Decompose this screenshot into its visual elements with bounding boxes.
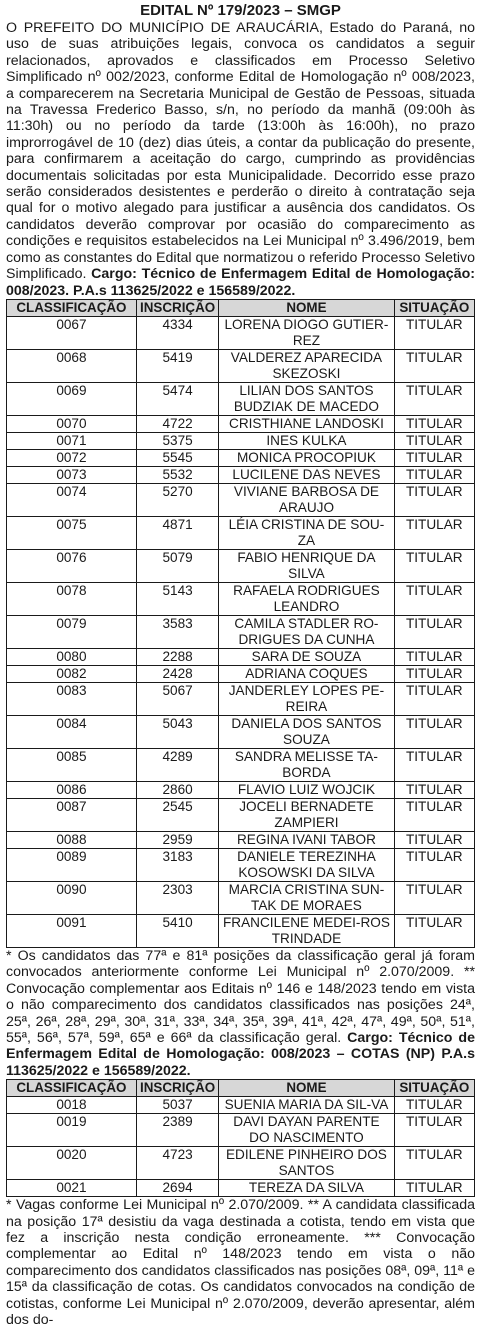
table-row — [7, 914, 475, 947]
table-row — [7, 781, 475, 798]
inscricao-cell: 2694 — [136, 1180, 218, 1197]
header-classificacao: CLASSIFICAÇÃO — [7, 1080, 137, 1097]
table-row — [7, 665, 475, 682]
inscricao-cell: 2428 — [136, 665, 218, 682]
situacao-cell: TITULAR — [394, 715, 474, 748]
classificacao-cell: 0091 — [7, 914, 137, 947]
inscricao-cell: 2545 — [136, 798, 218, 831]
classificacao-cell: 0090 — [7, 881, 137, 914]
header-inscricao: INSCRIÇÃO — [136, 1080, 218, 1097]
table-row — [7, 682, 475, 715]
inscricao-cell: 5143 — [136, 582, 218, 615]
nome-cell: SUENIA MARIA DA SIL-VA — [219, 1097, 394, 1114]
situacao-cell: TITULAR — [394, 1114, 474, 1147]
nome-cell: REGINA IVANI TABOR — [219, 831, 394, 848]
table-row — [7, 449, 475, 466]
table-row — [7, 1114, 475, 1147]
inscricao-cell: 2303 — [136, 881, 218, 914]
table-body-1 — [7, 316, 475, 947]
nome-cell: MONICA PROCOPIUK — [219, 449, 394, 466]
header-nome: NOME — [219, 299, 394, 316]
table-row — [7, 648, 475, 665]
inscricao-cell: 5410 — [136, 914, 218, 947]
table-row — [7, 798, 475, 831]
classificacao-cell: 0082 — [7, 665, 137, 682]
header-situacao: SITUAÇÃO — [394, 299, 474, 316]
nome-cell: SARA DE SOUZA — [219, 648, 394, 665]
nome-cell: LUCILENE DAS NEVES — [219, 466, 394, 483]
table-row — [7, 748, 475, 781]
classificacao-cell: 0072 — [7, 449, 137, 466]
situacao-cell: TITULAR — [394, 881, 474, 914]
situacao-cell: TITULAR — [394, 382, 474, 415]
nome-cell: FLAVIO LUIZ WOJCIK — [219, 781, 394, 798]
inscricao-cell: 4723 — [136, 1147, 218, 1180]
classificacao-cell: 0083 — [7, 682, 137, 715]
nome-cell: DANIELE TEREZINHA KOSOWSKI DA SILVA — [219, 848, 394, 881]
classificacao-cell: 0076 — [7, 549, 137, 582]
notes-text-1: * Os candidatos das 77ª e 81ª posições da classificação geral já foram convocados anteriormente conforme Lei Municipal nº 2.070/2009. ** Convocação complementar aos Editais nº 146 e 148/2023 tendo em vista o não comparecimento dos candidatos classificados nas posições 24ª, 25ª, 26ª, 28ª, 29ª, 30ª, 31ª, 33ª, 34ª, 35ª, 39ª, 41ª, 42ª, 47ª, 49ª, 50ª, 51ª, 55ª, 56ª, 57ª, 59ª, 65ª e 66ª da classificação geral. — [6, 947, 475, 1046]
intro-text: O PREFEITO DO MUNICÍPIO DE ARAUCÁRIA, Estado do Paraná, no uso de suas atribuições legais, convoca os candidatos a seguir relacionados, aprovados e classificados em Processo Seletivo Simplificado nº 002/2023, conforme Edital de Homologação nº 008/2023, a comparecerem na Secretaria Municipal de Gestão de Pessoas, situada na Travessa Frederico Basso, s/n, no período da manhã (09:00h às 11:30h) ou no período da tarde (13:00h às 16:00h), no prazo improrrogável de 10 (dez) dias úteis, a contar da publicação do presente, para confirmarem a aceitação do cargo, cumprindo as providências documentais solicitadas por esta Municipalidade. Decorrido esse prazo serão considerados desistentes e perderão o direito à contratação seja qual for o motivo alegado para justificar a ausência dos candidatos. Os candidatos deverão comprovar por ocasião do comparecimento as condições e requisitos estabelecidos na Lei Municipal nº 3.496/2019, bem como as constantes do Edital que normatizou o referido Processo Seletivo Simplificado. — [6, 20, 475, 283]
nome-cell: INES KULKA — [219, 432, 394, 449]
table-row — [7, 415, 475, 432]
classificacao-cell: 0080 — [7, 648, 137, 665]
inscricao-cell: 4871 — [136, 516, 218, 549]
nome-cell: ADRIANA COQUES — [219, 665, 394, 682]
nome-cell: JOCELI BERNADETE ZAMPIERI — [219, 798, 394, 831]
classificacao-cell: 0070 — [7, 415, 137, 432]
nome-cell: CRISTHIANE LANDOSKI — [219, 415, 394, 432]
table-row — [7, 516, 475, 549]
header-inscricao: INSCRIÇÃO — [136, 299, 218, 316]
table-row — [7, 715, 475, 748]
nome-cell: EDILENE PINHEIRO DOS SANTOS — [219, 1147, 394, 1180]
situacao-cell: TITULAR — [394, 798, 474, 831]
document-title: EDITAL Nº 179/2023 – SMGP — [140, 2, 341, 19]
inscricao-cell: 5545 — [136, 449, 218, 466]
classificacao-cell: 0086 — [7, 781, 137, 798]
table-row — [7, 432, 475, 449]
classificacao-cell: 0068 — [7, 349, 137, 382]
classificacao-cell: 0088 — [7, 831, 137, 848]
document-page — [0, 2, 481, 1328]
situacao-cell: TITULAR — [394, 682, 474, 715]
table-row — [7, 1097, 475, 1114]
classificacao-cell: 0085 — [7, 748, 137, 781]
header-classificacao: CLASSIFICAÇÃO — [7, 299, 137, 316]
table-row — [7, 382, 475, 415]
situacao-cell: TITULAR — [394, 516, 474, 549]
situacao-cell: TITULAR — [394, 848, 474, 881]
inscricao-cell: 2959 — [136, 831, 218, 848]
inscricao-cell: 5532 — [136, 466, 218, 483]
situacao-cell: TITULAR — [394, 466, 474, 483]
situacao-cell: TITULAR — [394, 582, 474, 615]
classificacao-cell: 0021 — [7, 1180, 137, 1197]
nome-cell: VALDEREZ APARECIDA SKEZOSKI — [219, 349, 394, 382]
nome-cell: VIVIANE BARBOSA DE ARAUJO — [219, 483, 394, 516]
situacao-cell: TITULAR — [394, 449, 474, 466]
inscricao-cell: 2288 — [136, 648, 218, 665]
nome-cell: RAFAELA RODRIGUES LEANDRO — [219, 582, 394, 615]
nome-cell: DAVI DAYAN PARENTE DO NASCIMENTO — [219, 1114, 394, 1147]
table-row — [7, 549, 475, 582]
classificacao-cell: 0087 — [7, 798, 137, 831]
inscricao-cell: 2860 — [136, 781, 218, 798]
inscricao-cell: 5270 — [136, 483, 218, 516]
inscricao-cell: 4289 — [136, 748, 218, 781]
situacao-cell: TITULAR — [394, 914, 474, 947]
classificacao-cell: 0078 — [7, 582, 137, 615]
situacao-cell: TITULAR — [394, 1097, 474, 1114]
nome-cell: LÉIA CRISTINA DE SOU-ZA — [219, 516, 394, 549]
situacao-cell: TITULAR — [394, 316, 474, 349]
cargo-heading-1: Cargo: Técnico de Enfermagem Edital de Homologação: 008/2023. P.A.s 113625/2022 e 156589/2022. — [6, 266, 475, 299]
table-row — [7, 316, 475, 349]
nome-cell: CAMILA STADLER RO-DRIGUES DA CUNHA — [219, 615, 394, 648]
inscricao-cell: 3583 — [136, 615, 218, 648]
candidates-table-2 — [6, 1079, 475, 1197]
nome-cell: MARCIA CRISTINA SUN-TAK DE MORAES — [219, 881, 394, 914]
situacao-cell: TITULAR — [394, 648, 474, 665]
situacao-cell: TITULAR — [394, 549, 474, 582]
inscricao-cell: 5375 — [136, 432, 218, 449]
inscricao-cell: 5067 — [136, 682, 218, 715]
nome-cell: LILIAN DOS SANTOS BUDZIAK DE MACEDO — [219, 382, 394, 415]
table-row — [7, 582, 475, 615]
table-row — [7, 349, 475, 382]
table-row — [7, 615, 475, 648]
classificacao-cell: 0075 — [7, 516, 137, 549]
cargo-heading-2: Cargo: Técnico de Enfermagem Edital de Homologação: 008/2023 – COTAS (NP) P.A.s 113625/2022 e 156589/2022. — [6, 1029, 475, 1079]
situacao-cell: TITULAR — [394, 1147, 474, 1180]
table-row — [7, 1180, 475, 1197]
situacao-cell: TITULAR — [394, 415, 474, 432]
table-row — [7, 848, 475, 881]
table-header-row — [7, 299, 475, 316]
classificacao-cell: 0084 — [7, 715, 137, 748]
nome-cell: SANDRA MELISSE TA-BORDA — [219, 748, 394, 781]
header-situacao: SITUAÇÃO — [394, 1080, 474, 1097]
table-row — [7, 831, 475, 848]
classificacao-cell: 0067 — [7, 316, 137, 349]
classificacao-cell: 0071 — [7, 432, 137, 449]
nome-cell: TEREZA DA SILVA — [219, 1180, 394, 1197]
inscricao-cell: 4722 — [136, 415, 218, 432]
situacao-cell: TITULAR — [394, 349, 474, 382]
situacao-cell: TITULAR — [394, 615, 474, 648]
situacao-cell: TITULAR — [394, 483, 474, 516]
situacao-cell: TITULAR — [394, 665, 474, 682]
notes-paragraph-1 — [6, 948, 475, 1079]
classificacao-cell: 0079 — [7, 615, 137, 648]
nome-cell: FRANCILENE MEDEI-ROS TRINDADE — [219, 914, 394, 947]
classificacao-cell: 0020 — [7, 1147, 137, 1180]
situacao-cell: TITULAR — [394, 781, 474, 798]
candidates-table-1 — [6, 299, 475, 948]
intro-paragraph — [6, 20, 475, 299]
situacao-cell: TITULAR — [394, 432, 474, 449]
situacao-cell: TITULAR — [394, 748, 474, 781]
situacao-cell: TITULAR — [394, 1180, 474, 1197]
classificacao-cell: 0019 — [7, 1114, 137, 1147]
classificacao-cell: 0018 — [7, 1097, 137, 1114]
classificacao-cell: 0089 — [7, 848, 137, 881]
inscricao-cell: 3183 — [136, 848, 218, 881]
table-row — [7, 483, 475, 516]
nome-cell: FABIO HENRIQUE DA SILVA — [219, 549, 394, 582]
table-row — [7, 1147, 475, 1180]
inscricao-cell: 4334 — [136, 316, 218, 349]
classificacao-cell: 0069 — [7, 382, 137, 415]
table-row — [7, 881, 475, 914]
inscricao-cell: 5037 — [136, 1097, 218, 1114]
inscricao-cell: 2389 — [136, 1114, 218, 1147]
inscricao-cell: 5043 — [136, 715, 218, 748]
inscricao-cell: 5079 — [136, 549, 218, 582]
situacao-cell: TITULAR — [394, 831, 474, 848]
classificacao-cell: 0074 — [7, 483, 137, 516]
inscricao-cell: 5419 — [136, 349, 218, 382]
notes-paragraph-2: * Vagas conforme Lei Municipal nº 2.070/2009. ** A candidata classificada na posição 17ª desistiu da vaga destinada a cotista, tendo em vista que fez a inscrição nesta condição erroneamente. *** Convocação complementar ao Edital nº 148/2023 tendo em vista o não comparecimento dos candidatos classificados nas posições 08ª, 09ª, 11ª e 15ª da classificação de cotas. Os candidatos convocados na condição de cotistas, conforme Lei Municipal nº 2.070/2009, deverão apresentar, além dos do- — [6, 1197, 475, 1328]
nome-cell: LORENA DIOGO GUTIER-REZ — [219, 316, 394, 349]
inscricao-cell: 5474 — [136, 382, 218, 415]
nome-cell: DANIELA DOS SANTOS SOUZA — [219, 715, 394, 748]
nome-cell: JANDERLEY LOPES PE-REIRA — [219, 682, 394, 715]
table-body-2 — [7, 1097, 475, 1197]
table-header-row — [7, 1080, 475, 1097]
table-row — [7, 466, 475, 483]
header-nome: NOME — [219, 1080, 394, 1097]
classificacao-cell: 0073 — [7, 466, 137, 483]
